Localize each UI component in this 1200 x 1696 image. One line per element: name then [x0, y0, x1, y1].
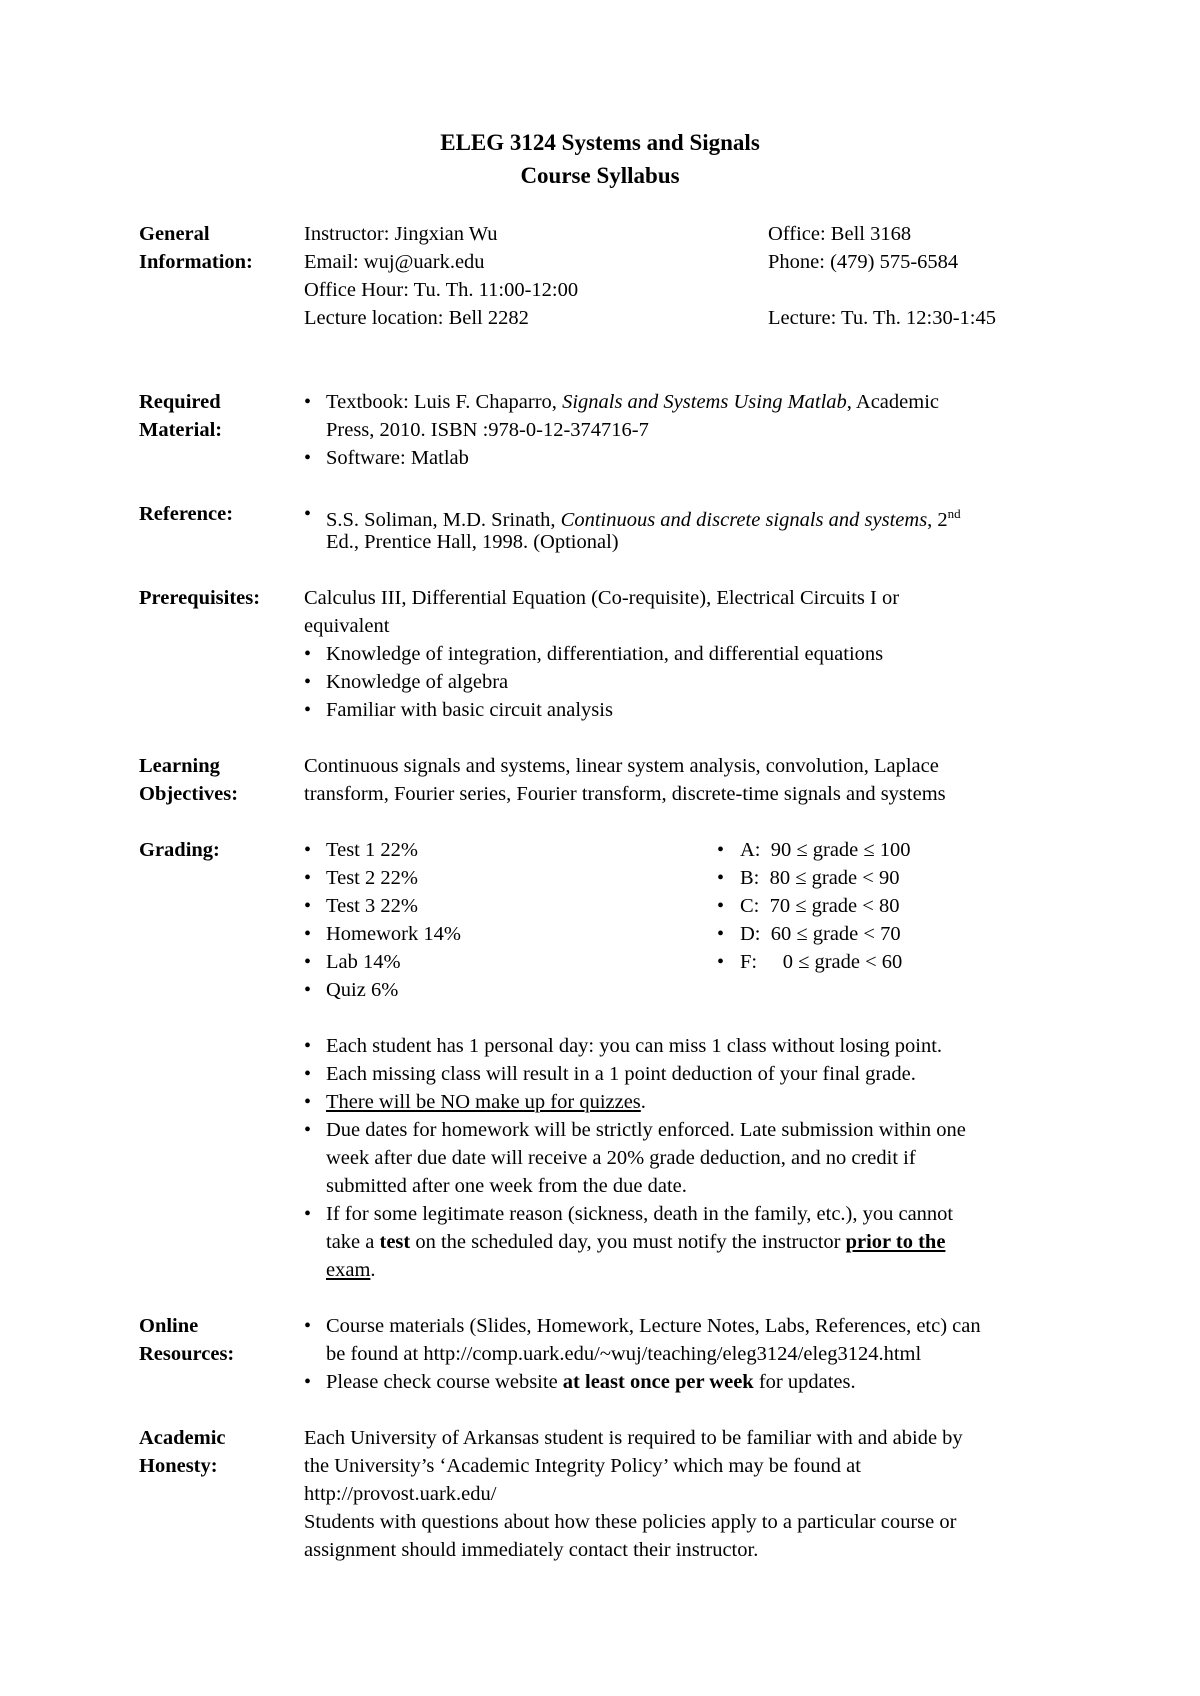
bullet: • — [717, 895, 725, 917]
bullet: • — [717, 867, 725, 889]
bullet: • — [304, 867, 312, 889]
textbook-line-2: Press, 2010. ISBN :978-0-12-374716-7 — [326, 419, 649, 441]
lecture-location-line: Lecture location: Bell 2282 — [304, 307, 529, 329]
grade-weight: Test 1 22% — [326, 839, 418, 861]
objectives-line-1: Continuous signals and systems, linear system analysis, convolution, Laplace — [304, 755, 939, 777]
prereq-line-1: Calculus III, Differential Equation (Co-requisite), Electrical Circuits I or — [304, 587, 900, 609]
software-line: Software: Matlab — [326, 447, 469, 469]
prereq-label: Prerequisites: — [139, 587, 261, 609]
policy-personal-day: Each student has 1 personal day: you can miss 1 class without losing point. — [326, 1035, 943, 1057]
general-label-1: General — [139, 223, 210, 245]
policy-test-3 — [326, 1256, 376, 1284]
policy-test-end: . — [370, 1259, 376, 1281]
grade-weight: Test 3 22% — [326, 895, 418, 917]
grade-scale: B: 80 ≤ grade < 90 — [740, 867, 900, 889]
bullet: • — [304, 1035, 312, 1057]
grade-weight: Lab 14% — [326, 951, 401, 973]
grade-weight: Test 2 22% — [326, 867, 418, 889]
policy-test-prior: prior to the — [845, 1231, 946, 1253]
policy-test-pre: take a — [326, 1231, 380, 1253]
provost-link[interactable]: http://provost.uark.edu/ — [304, 1483, 497, 1505]
phone-line: Phone: (479) 575-6584 — [768, 251, 959, 273]
grade-weight: Homework 14% — [326, 923, 461, 945]
lecture-time-line: Lecture: Tu. Th. 12:30-1:45 — [768, 307, 996, 329]
bullet: • — [717, 951, 725, 973]
policy-test-mid: on the scheduled day, you must notify the instructor — [410, 1231, 846, 1253]
grade-weight: Quiz 6% — [326, 979, 399, 1001]
policy-quizzes-end: . — [640, 1091, 646, 1113]
reference-prefix: S.S. Soliman, M.D. Srinath, — [326, 508, 561, 531]
reference-title: Continuous and discrete signals and systems — [560, 508, 928, 531]
instructor-line: Instructor: Jingxian Wu — [304, 223, 498, 245]
textbook-title: Signals and Systems Using Matlab — [562, 391, 847, 413]
honesty-line-2: the University’s ‘Academic Integrity Policy’ which may be found at — [304, 1455, 861, 1477]
prereq-item: Familiar with basic circuit analysis — [326, 699, 613, 721]
prereq-line-2: equivalent — [304, 615, 390, 637]
policy-quizzes — [326, 1088, 646, 1116]
bullet: • — [304, 1063, 312, 1085]
page-title: ELEG 3124 Systems and Signals — [440, 130, 760, 155]
bullet: • — [304, 503, 312, 525]
honesty-line-1: Each University of Arkansas student is required to be familiar with and abide by — [304, 1427, 963, 1449]
bullet: • — [304, 391, 312, 413]
required-label-1: Required — [139, 391, 221, 413]
prereq-item: Knowledge of algebra — [326, 671, 509, 693]
course-website-link[interactable]: be found at http://comp.uark.edu/~wuj/teaching/eleg3124/eleg3124.html — [326, 1343, 922, 1365]
online-item-2-pre: Please check course website — [326, 1371, 563, 1393]
email-line: Email: wuj@uark.edu — [304, 251, 485, 273]
honesty-label-2: Honesty: — [139, 1455, 218, 1477]
reference-suffix: , 2 — [927, 508, 948, 531]
office-line: Office: Bell 3168 — [768, 223, 912, 245]
bullet: • — [304, 1119, 312, 1141]
grade-scale: F: 0 ≤ grade < 60 — [740, 951, 903, 973]
page-subtitle: Course Syllabus — [520, 163, 680, 188]
online-item-2-post: for updates. — [753, 1371, 856, 1393]
textbook-prefix: Textbook: Luis F. Chaparro, — [326, 391, 563, 413]
policy-test-2 — [326, 1228, 945, 1256]
grade-scale: D: 60 ≤ grade < 70 — [740, 923, 901, 945]
honesty-label-1: Academic — [139, 1427, 226, 1449]
grade-scale: C: 70 ≤ grade < 80 — [740, 895, 900, 917]
bullet: • — [304, 671, 312, 693]
online-label-1: Online — [139, 1315, 199, 1337]
bullet: • — [304, 951, 312, 973]
online-item-2 — [326, 1368, 856, 1396]
policy-missing-class: Each missing class will result in a 1 point deduction of your final grade. — [326, 1063, 916, 1085]
bullet: • — [304, 1091, 312, 1113]
policy-test-1: If for some legitimate reason (sickness, death in the family, etc.), you cannot — [326, 1203, 954, 1225]
policy-test-exam: exam — [326, 1259, 371, 1281]
online-item-1: Course materials (Slides, Homework, Lecture Notes, Labs, References, etc) can — [326, 1315, 981, 1337]
bullet: • — [304, 839, 312, 861]
general-label-2: Information: — [139, 251, 253, 273]
bullet: • — [304, 447, 312, 469]
grade-scale: A: 90 ≤ grade ≤ 100 — [740, 839, 911, 861]
bullet: • — [304, 643, 312, 665]
bullet: • — [717, 923, 725, 945]
grading-label: Grading: — [139, 839, 220, 861]
policy-homework-3: submitted after one week from the due date. — [326, 1175, 687, 1197]
online-label-2: Resources: — [139, 1343, 235, 1365]
reference-line-2: Ed., Prentice Hall, 1998. (Optional) — [326, 531, 619, 553]
prereq-item: Knowledge of integration, differentiation, and differential equations — [326, 643, 884, 665]
required-label-2: Material: — [139, 419, 223, 441]
bullet: • — [304, 979, 312, 1001]
bullet: • — [717, 839, 725, 861]
objectives-label-1: Learning — [139, 755, 220, 777]
policy-quizzes-text: There will be NO make up for quizzes — [326, 1091, 641, 1113]
objectives-label-2: Objectives: — [139, 783, 239, 805]
bullet: • — [304, 1203, 312, 1225]
honesty-line-5: assignment should immediately contact their instructor. — [304, 1539, 759, 1561]
policy-homework-1: Due dates for homework will be strictly enforced. Late submission within one — [326, 1119, 966, 1141]
bullet: • — [304, 895, 312, 917]
online-item-2-bold: at least once per week — [562, 1371, 754, 1393]
honesty-line-4: Students with questions about how these policies apply to a particular course or — [304, 1511, 957, 1533]
objectives-line-2: transform, Fourier series, Fourier transform, discrete-time signals and systems — [304, 783, 946, 805]
bullet: • — [304, 923, 312, 945]
bullet: • — [304, 1371, 312, 1393]
reference-label: Reference: — [139, 503, 234, 525]
policy-test-bold: test — [379, 1231, 411, 1253]
bullet: • — [304, 1315, 312, 1337]
reference-superscript: nd — [947, 506, 961, 521]
policy-homework-2: week after due date will receive a 20% grade deduction, and no credit if — [326, 1147, 916, 1169]
bullet: • — [304, 699, 312, 721]
textbook-suffix: , Academic — [846, 391, 939, 413]
office-hour-line: Office Hour: Tu. Th. 11:00-12:00 — [304, 279, 579, 301]
textbook-line — [326, 388, 939, 416]
